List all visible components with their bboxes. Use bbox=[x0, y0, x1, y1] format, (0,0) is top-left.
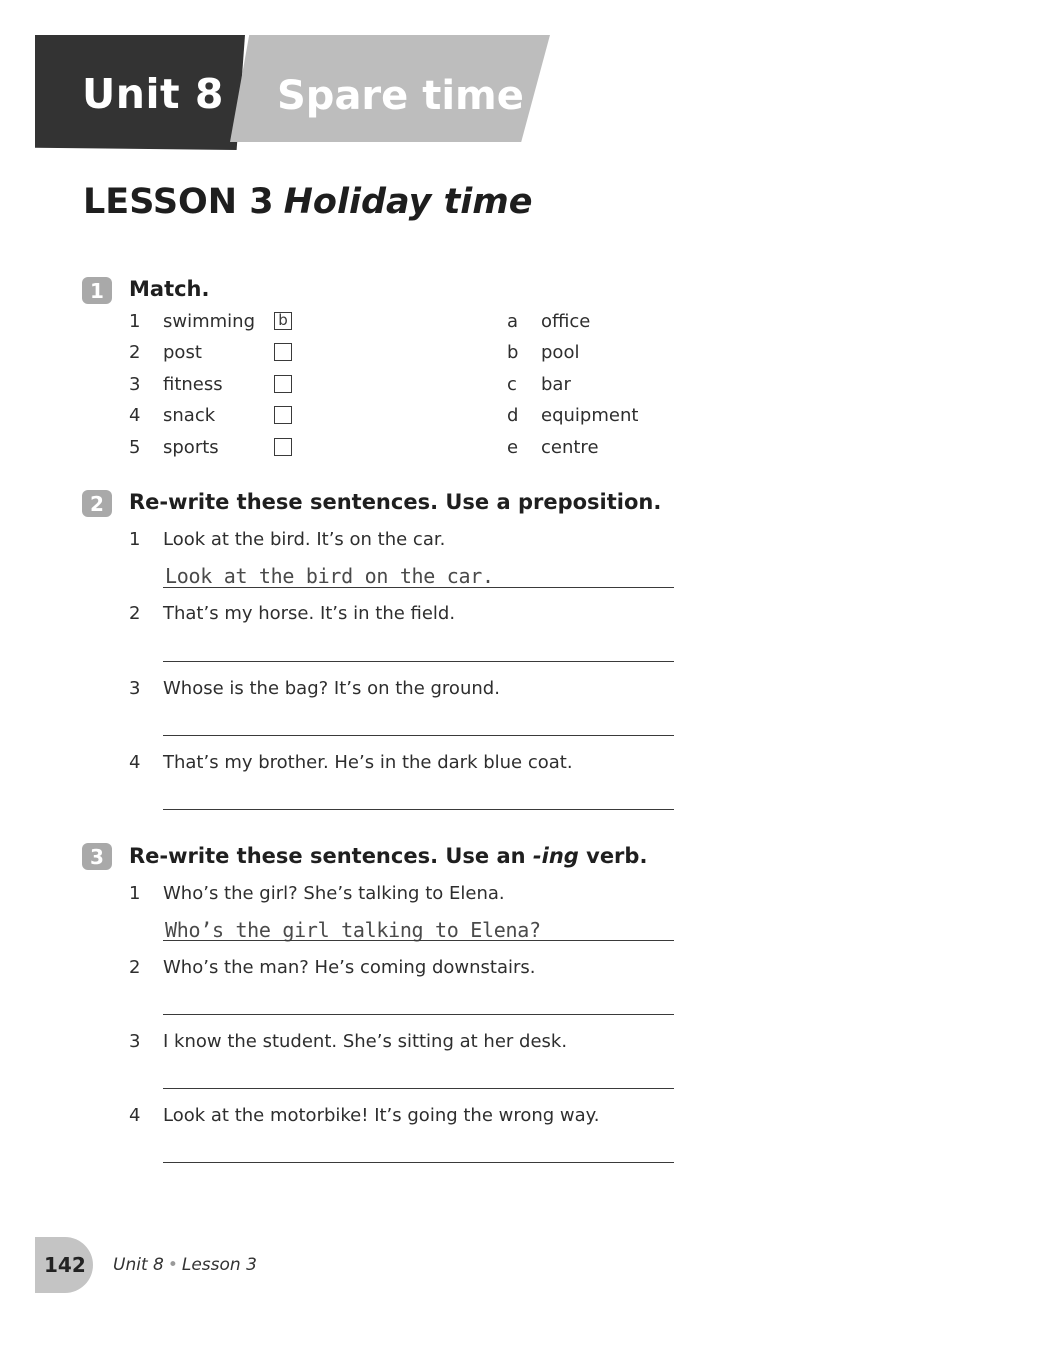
footer-lesson: Lesson 3 bbox=[181, 1255, 257, 1275]
item-number: 3 bbox=[129, 374, 141, 395]
item-number: 2 bbox=[129, 957, 141, 978]
answer-line[interactable] bbox=[163, 661, 674, 662]
item-number: 4 bbox=[129, 1105, 141, 1126]
sentence: I know the student. She’s sitting at her desk. bbox=[163, 1031, 568, 1052]
answer-line[interactable] bbox=[163, 735, 674, 736]
sentence: Who’s the girl? She’s talking to Elena. bbox=[163, 883, 505, 904]
item-number: 4 bbox=[129, 752, 141, 773]
footer-separator: • bbox=[167, 1255, 178, 1275]
sentence: Whose is the bag? It’s on the ground. bbox=[163, 678, 500, 699]
answer-line[interactable] bbox=[163, 587, 674, 588]
sentence: That’s my horse. It’s in the field. bbox=[163, 603, 456, 624]
footer-unit: Unit 8 bbox=[113, 1255, 164, 1275]
lesson-subtitle: Holiday time bbox=[283, 182, 533, 222]
item-number: 3 bbox=[129, 678, 141, 699]
lesson-heading bbox=[83, 182, 533, 222]
answer-line[interactable] bbox=[163, 940, 674, 941]
item-number: 2 bbox=[129, 342, 141, 363]
answer-line[interactable] bbox=[163, 809, 674, 810]
handwritten-answer: Look at the bird on the car. bbox=[165, 564, 494, 588]
exercise-instruction: Re-write these sentences. Use a preposition. bbox=[129, 490, 662, 514]
handwritten-answer: Who’s the girl talking to Elena? bbox=[165, 918, 541, 942]
option-word: bar bbox=[541, 374, 571, 395]
item-number: 5 bbox=[129, 437, 141, 458]
option-word: office bbox=[541, 311, 591, 332]
option-word: pool bbox=[541, 342, 580, 363]
instruction-emphasis: -ing bbox=[532, 844, 579, 868]
item-number: 1 bbox=[129, 883, 141, 904]
option-letter: c bbox=[507, 374, 517, 395]
match-word: swimming bbox=[163, 311, 256, 332]
exercise-number: 2 bbox=[82, 490, 112, 517]
match-word: snack bbox=[163, 405, 216, 426]
footer-label bbox=[113, 1255, 257, 1275]
sentence: Look at the motorbike! It’s going the wrong way. bbox=[163, 1105, 600, 1126]
lesson-label: LESSON 3 bbox=[83, 182, 274, 222]
option-letter: d bbox=[507, 405, 519, 426]
item-number: 1 bbox=[129, 311, 141, 332]
exercise-instruction: Match. bbox=[129, 277, 210, 301]
sentence: Who’s the man? He’s coming downstairs. bbox=[163, 957, 536, 978]
answer-line[interactable] bbox=[163, 1014, 674, 1015]
exercise-instruction bbox=[129, 844, 647, 868]
answer-box[interactable] bbox=[274, 406, 292, 424]
item-number: 1 bbox=[129, 529, 141, 550]
answer-box[interactable] bbox=[274, 375, 292, 393]
page-number: 142 bbox=[44, 1253, 86, 1277]
item-number: 4 bbox=[129, 405, 141, 426]
option-letter: e bbox=[507, 437, 519, 458]
sentence: That’s my brother. He’s in the dark blue coat. bbox=[163, 752, 573, 773]
exercise-number: 1 bbox=[82, 277, 112, 304]
answer-box[interactable] bbox=[274, 438, 292, 456]
item-number: 2 bbox=[129, 603, 141, 624]
answer-box[interactable]: b bbox=[274, 312, 292, 330]
unit-label: Unit 8 bbox=[82, 70, 224, 118]
answer-box[interactable] bbox=[274, 343, 292, 361]
exercise-number: 3 bbox=[82, 843, 112, 870]
match-word: sports bbox=[163, 437, 219, 458]
match-word: post bbox=[163, 342, 202, 363]
option-word: equipment bbox=[541, 405, 639, 426]
answer-line[interactable] bbox=[163, 1088, 674, 1089]
option-letter: b bbox=[507, 342, 519, 363]
item-number: 3 bbox=[129, 1031, 141, 1052]
match-word: fitness bbox=[163, 374, 223, 395]
option-word: centre bbox=[541, 437, 599, 458]
instruction-start: Re-write these sentences. Use an bbox=[129, 844, 533, 868]
instruction-end: verb. bbox=[578, 844, 648, 868]
unit-title: Spare time bbox=[277, 73, 524, 119]
sentence: Look at the bird. It’s on the car. bbox=[163, 529, 446, 550]
answer-line[interactable] bbox=[163, 1162, 674, 1163]
option-letter: a bbox=[507, 311, 519, 332]
